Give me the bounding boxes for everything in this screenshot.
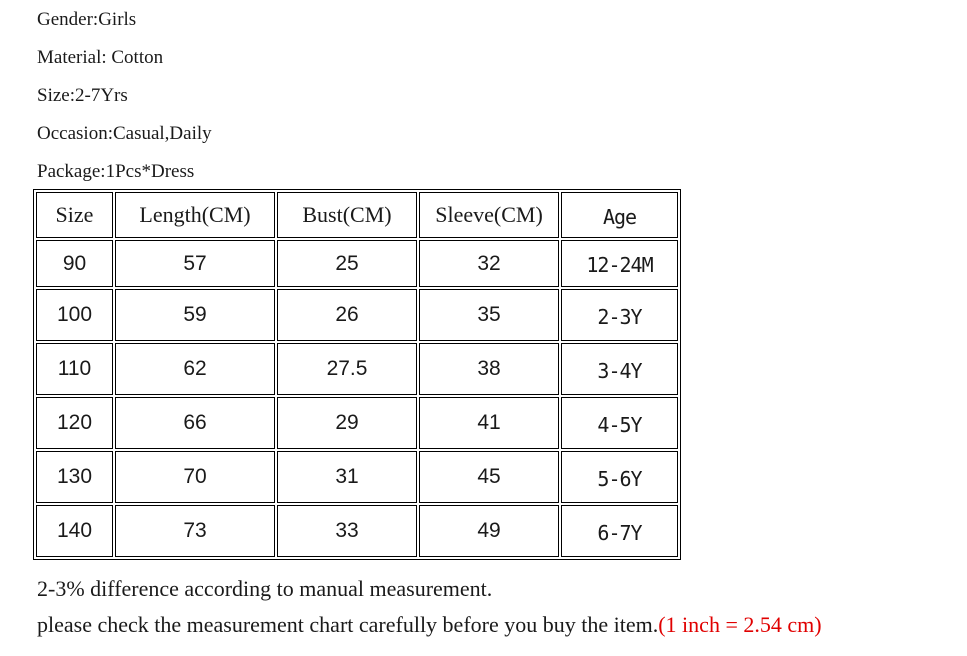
cell-age: 3-4Y xyxy=(561,343,678,395)
header-bust: Bust(CM) xyxy=(277,192,417,238)
cell-sleeve: 49 xyxy=(419,505,559,557)
header-length: Length(CM) xyxy=(115,192,275,238)
cell-size: 120 xyxy=(36,397,113,449)
gender-line: Gender:Girls xyxy=(37,9,137,30)
table-row xyxy=(36,505,678,557)
header-size: Size xyxy=(36,192,113,238)
cell-size: 110 xyxy=(36,343,113,395)
cell-size: 100 xyxy=(36,289,113,341)
table-row xyxy=(36,343,678,395)
measurement-difference-note: 2-3% difference according to manual measurement. xyxy=(37,576,493,601)
size-range-line: Size:2-7Yrs xyxy=(37,85,128,106)
cell-size: 90 xyxy=(36,240,113,287)
cell-length: 57 xyxy=(115,240,275,287)
inch-conversion-text: (1 inch = 2.54 cm) xyxy=(658,612,822,637)
cell-length: 70 xyxy=(115,451,275,503)
cell-bust: 29 xyxy=(277,397,417,449)
occasion-line: Occasion:Casual,Daily xyxy=(37,123,212,144)
package-line: Package:1Pcs*Dress xyxy=(37,161,195,182)
table-header-row xyxy=(36,192,678,238)
cell-age: 5-6Y xyxy=(561,451,678,503)
material-line: Material: Cotton xyxy=(37,47,164,68)
cell-sleeve: 41 xyxy=(419,397,559,449)
cell-sleeve: 32 xyxy=(419,240,559,287)
cell-sleeve: 38 xyxy=(419,343,559,395)
header-age: Age xyxy=(561,192,678,238)
table-row xyxy=(36,289,678,341)
cell-bust: 33 xyxy=(277,505,417,557)
table-row xyxy=(36,451,678,503)
cell-age: 2-3Y xyxy=(561,289,678,341)
table-row xyxy=(36,397,678,449)
cell-age: 6-7Y xyxy=(561,505,678,557)
measurement-check-note xyxy=(37,612,822,638)
cell-bust: 25 xyxy=(277,240,417,287)
cell-length: 59 xyxy=(115,289,275,341)
cell-length: 73 xyxy=(115,505,275,557)
cell-size: 130 xyxy=(36,451,113,503)
check-chart-text: please check the measurement chart carefully before you buy the item. xyxy=(37,612,659,637)
cell-bust: 27.5 xyxy=(277,343,417,395)
cell-size: 140 xyxy=(36,505,113,557)
cell-length: 62 xyxy=(115,343,275,395)
cell-sleeve: 45 xyxy=(419,451,559,503)
header-sleeve: Sleeve(CM) xyxy=(419,192,559,238)
cell-age: 12-24M xyxy=(561,240,678,287)
cell-length: 66 xyxy=(115,397,275,449)
cell-bust: 26 xyxy=(277,289,417,341)
size-chart-table xyxy=(33,189,681,560)
cell-sleeve: 35 xyxy=(419,289,559,341)
cell-age: 4-5Y xyxy=(561,397,678,449)
table-row xyxy=(36,240,678,287)
cell-bust: 31 xyxy=(277,451,417,503)
